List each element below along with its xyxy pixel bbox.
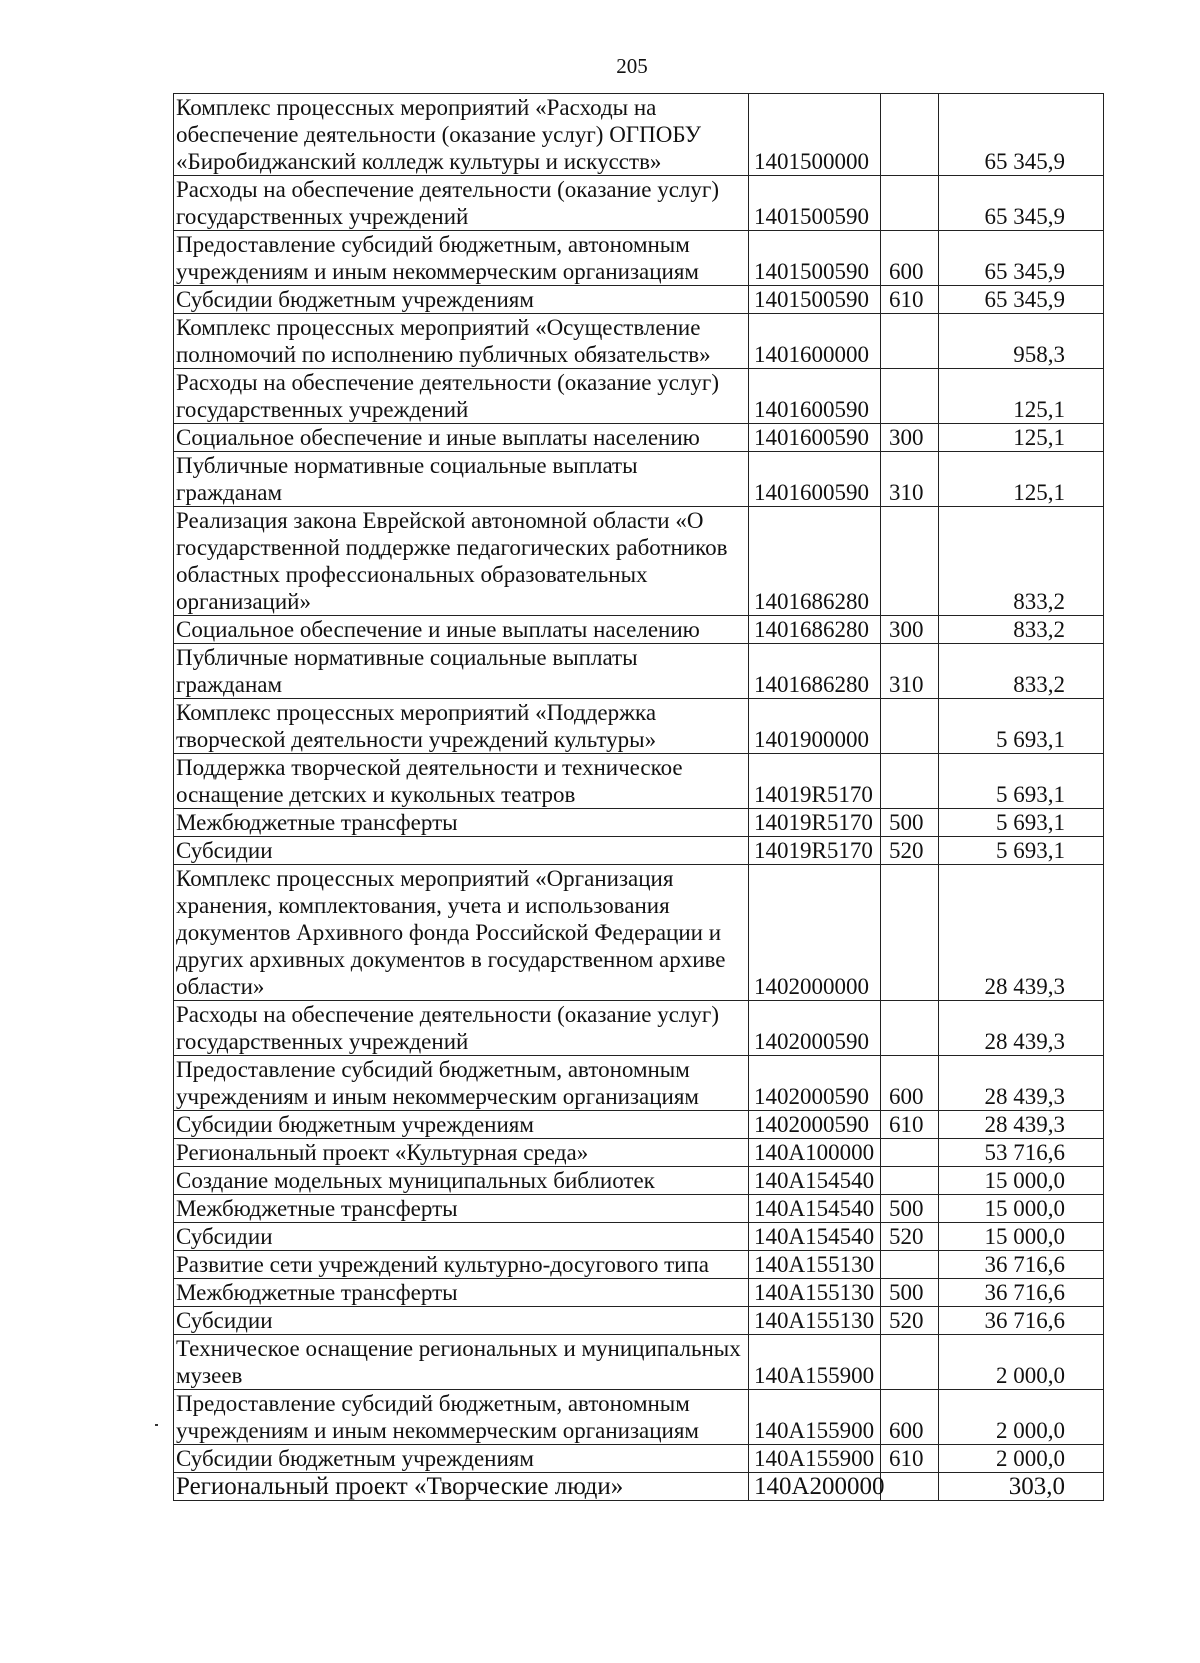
row-type-cell xyxy=(881,1251,939,1279)
table-row xyxy=(174,837,1104,865)
row-code-cell: 1402000590 xyxy=(749,1111,881,1139)
row-code-cell: 1401600000 xyxy=(749,314,881,369)
row-amount-cell: 5 693,1 xyxy=(939,754,1104,809)
row-amount-cell: 125,1 xyxy=(939,369,1104,424)
row-amount-cell: 2 000,0 xyxy=(939,1390,1104,1445)
row-type-cell xyxy=(881,754,939,809)
row-amount-cell: 36 716,6 xyxy=(939,1307,1104,1335)
row-amount-cell: 833,2 xyxy=(939,507,1104,616)
budget-table xyxy=(173,93,1104,1501)
row-amount-cell: 28 439,3 xyxy=(939,1001,1104,1056)
row-type-cell: 600 xyxy=(881,231,939,286)
row-code-cell: 1401600590 xyxy=(749,424,881,452)
row-type-cell: 500 xyxy=(881,809,939,837)
row-amount-cell: 65 345,9 xyxy=(939,231,1104,286)
row-name-cell: Предоставление субсидий бюджетным, автономным учреждениям и иным некоммерческим организациям xyxy=(174,1056,749,1111)
row-amount-cell: 15 000,0 xyxy=(939,1223,1104,1251)
table-row xyxy=(174,809,1104,837)
row-code-cell: 140A155130 xyxy=(749,1251,881,1279)
row-amount-cell: 303,0 xyxy=(939,1473,1104,1501)
row-type-cell xyxy=(881,1473,939,1501)
row-name-cell: Комплекс процессных мероприятий «Расходы на обеспечение деятельности (оказание услуг) ОГПОБУ «Биробиджанский колледж культуры и искусств» xyxy=(174,94,749,176)
row-type-cell xyxy=(881,314,939,369)
row-amount-cell: 833,2 xyxy=(939,644,1104,699)
row-code-cell: 1402000590 xyxy=(749,1056,881,1111)
row-name-cell: Комплекс процессных мероприятий «Осуществление полномочий по исполнению публичных обязательств» xyxy=(174,314,749,369)
table-row xyxy=(174,754,1104,809)
table-row xyxy=(174,1001,1104,1056)
row-name-cell: Социальное обеспечение и иные выплаты населению xyxy=(174,616,749,644)
row-amount-cell: 53 716,6 xyxy=(939,1139,1104,1167)
row-type-cell xyxy=(881,1139,939,1167)
row-type-cell: 520 xyxy=(881,1223,939,1251)
row-code-cell: 140A200000 xyxy=(749,1473,881,1501)
table-row xyxy=(174,1167,1104,1195)
row-amount-cell: 2 000,0 xyxy=(939,1335,1104,1390)
row-name-cell: Комплекс процессных мероприятий «Поддержка творческой деятельности учреждений культуры» xyxy=(174,699,749,754)
row-name-cell: Социальное обеспечение и иные выплаты населению xyxy=(174,424,749,452)
row-name-cell: Предоставление субсидий бюджетным, автономным учреждениям и иным некоммерческим организациям xyxy=(174,231,749,286)
row-type-cell xyxy=(881,1001,939,1056)
row-amount-cell: 28 439,3 xyxy=(939,1056,1104,1111)
row-name-cell: Субсидии бюджетным учреждениям xyxy=(174,1111,749,1139)
row-type-cell xyxy=(881,176,939,231)
page-number: 205 xyxy=(616,54,648,78)
row-name-cell: Развитие сети учреждений культурно-досугового типа xyxy=(174,1251,749,1279)
row-name-cell: Межбюджетные трансферты xyxy=(174,1279,749,1307)
row-name-cell: Субсидии xyxy=(174,837,749,865)
table-row xyxy=(174,231,1104,286)
row-type-cell xyxy=(881,1167,939,1195)
row-amount-cell: 125,1 xyxy=(939,452,1104,507)
row-code-cell: 140A154540 xyxy=(749,1223,881,1251)
table-row xyxy=(174,699,1104,754)
row-amount-cell: 28 439,3 xyxy=(939,865,1104,1001)
row-code-cell: 140A100000 xyxy=(749,1139,881,1167)
row-name-cell: Расходы на обеспечение деятельности (оказание услуг) государственных учреждений xyxy=(174,369,749,424)
row-amount-cell: 5 693,1 xyxy=(939,809,1104,837)
row-type-cell: 310 xyxy=(881,644,939,699)
row-code-cell: 14019R5170 xyxy=(749,754,881,809)
row-type-cell: 520 xyxy=(881,1307,939,1335)
row-code-cell: 1401500590 xyxy=(749,231,881,286)
table-row xyxy=(174,452,1104,507)
row-code-cell: 14019R5170 xyxy=(749,809,881,837)
row-code-cell: 140A155130 xyxy=(749,1279,881,1307)
table-row xyxy=(174,94,1104,176)
row-type-cell: 520 xyxy=(881,837,939,865)
row-name-cell: Субсидии бюджетным учреждениям xyxy=(174,1445,749,1473)
table-row xyxy=(174,1445,1104,1473)
row-name-cell: Региональный проект «Творческие люди» xyxy=(174,1473,749,1501)
row-name-cell: Предоставление субсидий бюджетным, автономным учреждениям и иным некоммерческим организациям xyxy=(174,1390,749,1445)
row-amount-cell: 65 345,9 xyxy=(939,286,1104,314)
row-type-cell: 300 xyxy=(881,616,939,644)
table-row xyxy=(174,616,1104,644)
row-code-cell: 1401600590 xyxy=(749,452,881,507)
row-code-cell: 14019R5170 xyxy=(749,837,881,865)
row-type-cell xyxy=(881,865,939,1001)
row-type-cell: 310 xyxy=(881,452,939,507)
row-amount-cell: 36 716,6 xyxy=(939,1251,1104,1279)
row-type-cell xyxy=(881,507,939,616)
table-row xyxy=(174,1223,1104,1251)
row-type-cell xyxy=(881,369,939,424)
row-name-cell: Субсидии xyxy=(174,1223,749,1251)
row-code-cell: 1402000000 xyxy=(749,865,881,1001)
table-row xyxy=(174,1390,1104,1445)
row-name-cell: Комплекс процессных мероприятий «Организация хранения, комплектования, учета и использования документов Архивного фонда Российской Федерации и других архивных документов в государственном архиве области» xyxy=(174,865,749,1001)
table-row xyxy=(174,424,1104,452)
table-row xyxy=(174,176,1104,231)
table-row xyxy=(174,1279,1104,1307)
row-amount-cell: 36 716,6 xyxy=(939,1279,1104,1307)
row-code-cell: 1401686280 xyxy=(749,644,881,699)
row-amount-cell: 2 000,0 xyxy=(939,1445,1104,1473)
row-name-cell: Субсидии бюджетным учреждениям xyxy=(174,286,749,314)
row-code-cell: 140A155900 xyxy=(749,1335,881,1390)
row-code-cell: 1401600590 xyxy=(749,369,881,424)
row-type-cell: 500 xyxy=(881,1279,939,1307)
row-code-cell: 140A155900 xyxy=(749,1445,881,1473)
row-name-cell: Межбюджетные трансферты xyxy=(174,1195,749,1223)
row-amount-cell: 125,1 xyxy=(939,424,1104,452)
table-row xyxy=(174,369,1104,424)
row-type-cell: 600 xyxy=(881,1390,939,1445)
row-code-cell: 1401500590 xyxy=(749,286,881,314)
table-row xyxy=(174,1473,1104,1501)
row-amount-cell: 5 693,1 xyxy=(939,837,1104,865)
row-name-cell: Создание модельных муниципальных библиотек xyxy=(174,1167,749,1195)
table-row xyxy=(174,1139,1104,1167)
row-code-cell: 140A154540 xyxy=(749,1195,881,1223)
row-code-cell: 1401500000 xyxy=(749,94,881,176)
row-type-cell: 610 xyxy=(881,286,939,314)
table-row xyxy=(174,644,1104,699)
row-amount-cell: 15 000,0 xyxy=(939,1195,1104,1223)
row-code-cell: 1401686280 xyxy=(749,616,881,644)
row-name-cell: Реализация закона Еврейской автономной области «О государственной поддержке педагогических работников областных профессиональных образовательных организаций» xyxy=(174,507,749,616)
row-name-cell: Публичные нормативные социальные выплаты гражданам xyxy=(174,644,749,699)
row-type-cell xyxy=(881,1335,939,1390)
row-name-cell: Межбюджетные трансферты xyxy=(174,809,749,837)
table-body xyxy=(174,94,1104,1501)
table-row xyxy=(174,1195,1104,1223)
row-type-cell xyxy=(881,94,939,176)
table-row xyxy=(174,1111,1104,1139)
row-code-cell: 1401500590 xyxy=(749,176,881,231)
row-name-cell: Публичные нормативные социальные выплаты гражданам xyxy=(174,452,749,507)
table-row xyxy=(174,286,1104,314)
row-name-cell: Расходы на обеспечение деятельности (оказание услуг) государственных учреждений xyxy=(174,176,749,231)
row-type-cell: 600 xyxy=(881,1056,939,1111)
row-code-cell: 140A154540 xyxy=(749,1167,881,1195)
table-row xyxy=(174,314,1104,369)
row-amount-cell: 833,2 xyxy=(939,616,1104,644)
row-amount-cell: 5 693,1 xyxy=(939,699,1104,754)
row-name-cell: Субсидии xyxy=(174,1307,749,1335)
row-amount-cell: 958,3 xyxy=(939,314,1104,369)
table-row xyxy=(174,1335,1104,1390)
row-amount-cell: 65 345,9 xyxy=(939,94,1104,176)
row-type-cell: 300 xyxy=(881,424,939,452)
row-type-cell xyxy=(881,699,939,754)
row-name-cell: Расходы на обеспечение деятельности (оказание услуг) государственных учреждений xyxy=(174,1001,749,1056)
scan-speck xyxy=(155,1424,158,1426)
row-type-cell: 500 xyxy=(881,1195,939,1223)
row-amount-cell: 28 439,3 xyxy=(939,1111,1104,1139)
row-amount-cell: 65 345,9 xyxy=(939,176,1104,231)
table-row xyxy=(174,507,1104,616)
table-row xyxy=(174,1251,1104,1279)
table-row xyxy=(174,1307,1104,1335)
table-row xyxy=(174,865,1104,1001)
row-name-cell: Поддержка творческой деятельности и техническое оснащение детских и кукольных театров xyxy=(174,754,749,809)
row-code-cell: 140A155900 xyxy=(749,1390,881,1445)
row-code-cell: 1401900000 xyxy=(749,699,881,754)
row-code-cell: 140A155130 xyxy=(749,1307,881,1335)
row-name-cell: Техническое оснащение региональных и муниципальных музеев xyxy=(174,1335,749,1390)
table-row xyxy=(174,1056,1104,1111)
row-code-cell: 1402000590 xyxy=(749,1001,881,1056)
row-code-cell: 1401686280 xyxy=(749,507,881,616)
row-type-cell: 610 xyxy=(881,1445,939,1473)
row-type-cell: 610 xyxy=(881,1111,939,1139)
row-amount-cell: 15 000,0 xyxy=(939,1167,1104,1195)
row-name-cell: Региональный проект «Культурная среда» xyxy=(174,1139,749,1167)
